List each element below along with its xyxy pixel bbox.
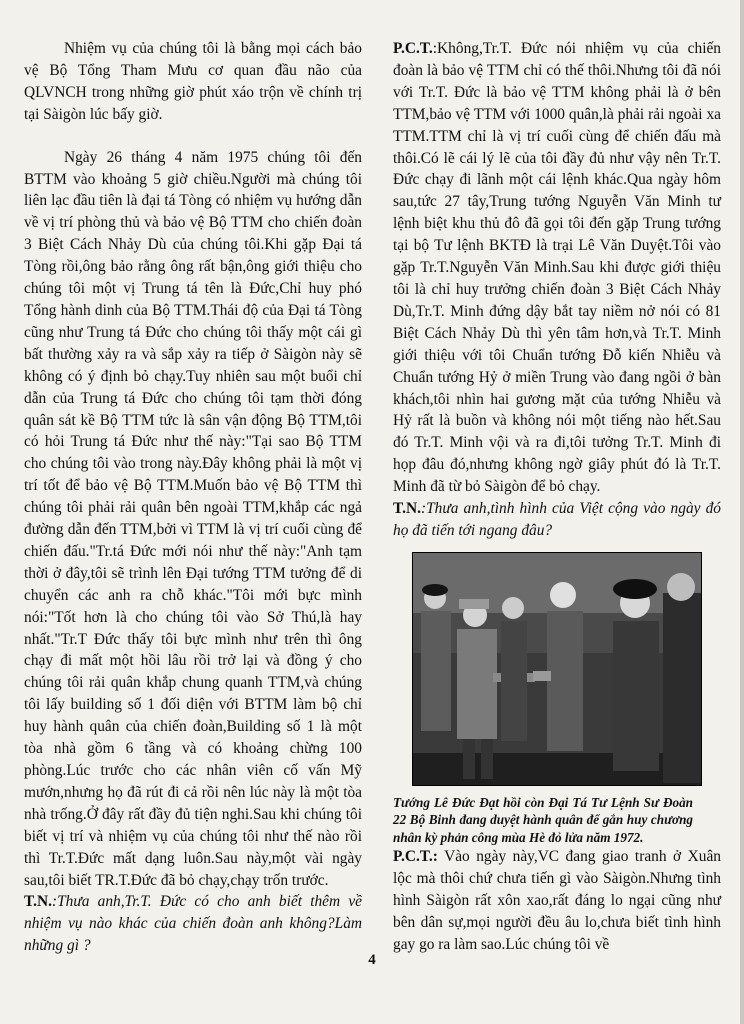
question-text: :Thưa anh,tình hình của Việt cộng vào ngày đó họ đã tiến tới ngang đâu? [393,500,721,539]
question-tn-1 [24,891,362,957]
historical-photo [412,552,702,786]
question-label: T.N. [24,893,52,911]
right-column [393,38,721,956]
answer-text: :Không,Tr.T. Đức nói nhiệm vụ của chiến đoàn là bảo vệ TTM chỉ có thế thôi.Nhưng tôi đã nói với Tr.T. Đức là bảo vệ TTM không phải là ở bên TTM,bảo vệ TTM với 1000 quân,là phải rải ngoài xa TTM.TTM chỉ là vị trí cuối cùng để chiến đấu mà thôi.Có lẽ cái lý lẽ của tôi đầy đủ như vậy nên Tr.T. Đức chạy đi lãnh một cái lệnh khác.Qua ngày hôm sau,tức 27 tây,Trung tướng Nguyễn Văn Minh tư lệnh biệt khu thủ đô đã gọi tôi đến gặp Trung tướng tại bộ Tư lệnh BKTĐ là trại Lê Văn Duyệt.Tôi vào gặp Tr.T.Nguyễn Văn Minh.Sau khi được giới thiệu tôi là chỉ huy trưởng chiến đoàn 3 Biệt Cách Nhảy Dù,Tr.T. Minh đứng dậy bắt tay niềm nở nói có 81 Biệt Cách Nhảy Dù thì yên tâm hơn,và Tr.T. Minh giới thiệu với tôi Chuẩn tướng Đỗ kiến Nhiễu và Chuẩn tướng Hỷ ở miền Trung vào đang ngồi ở bàn khách,tôi nhìn hai gương mặt của tướng Nhiễu và Hỷ rất là buồn và không nói một tiếng nào hết.Sau đó Tr.T. Minh vội và ra đi,tôi tưởng Tr.T. Minh đi họp đâu đó,nhưng không ngờ giây phút đó là Tr.T. Minh đã từ bỏ Sàigòn để bỏ chạy. [393,40,721,496]
photo-illustration [413,553,701,785]
answer-label: P.C.T. [393,40,433,57]
answer-pct-2 [393,846,721,956]
page-number: 4 [368,952,376,968]
question-tn-2 [393,498,721,542]
paragraph-mission: Nhiệm vụ của chúng tôi là bằng mọi cách bảo vệ Bộ Tổng Tham Mưu cơ quan đầu não của QLVNCH trong những giờ phút xáo trộn về chính trị tại Sàigòn lúc bấy giờ. [24,40,362,123]
photo-caption: Tướng Lê Đức Đạt hồi còn Đại Tá Tư Lệnh Sư Đoàn 22 Bộ Binh đang duyệt hành quân để gắn huy chương nhân kỳ phản công mùa Hè đỏ lửa năm 1972. [393,794,693,845]
left-column [24,38,362,957]
question-text: :Thưa anh,Tr.T. Đức có cho anh biết thêm về nhiệm vụ nào khác của chiến đoàn anh không?Làm những gì ? [24,893,362,955]
question-label: T.N. [393,500,421,518]
answer-text: Vào ngày này,VC đang giao tranh ở Xuân lộc mà thôi chứ chưa tiến gì vào Sàigòn.Nhưng tình hình Sàigòn rất xôn xao,rất đáng lo ngại cũng như bên dân sự,mọi người đều âu lo,chưa biết tình hình gay go ra làm sao.Lúc chúng tôi về [393,848,721,953]
answer-pct-1 [393,38,721,498]
paragraph-april-26: Ngày 26 tháng 4 năm 1975 chúng tôi đến BTTM vào khoảng 5 giờ chiều.Người mà chúng tôi liên lạc đầu tiên là đại tá Tòng có nhiệm vụ hướng dẫn về vị trí phòng thủ và bảo vệ Bộ TTM cho chiến đoàn 3 Biệt Cách Nhảy Dù của chúng tôi.Khi gặp Đại tá Tòng rồi,ông bảo rằng ông rất bận,ông giới thiệu cho chúng tôi một vị Trung tá tên là Đức,Chỉ huy phó Tổng hành dinh của Bộ TTM.Thái độ của Đại tá Tòng cũng như Trung tá Đức cho chúng tôi thấy một cái gì bất thường xảy ra và sắp xảy ra tiếp ở Sàigòn này sẽ không có ý định bỏ chạy.Tuy nhiên sau một buổi chỉ dẫn của Trung tá Đức cho chúng tôi tạm thời đóng quân sát kề Bộ TTM tức là sân vận động Bộ TTM,tôi có hỏi Trung tá Đức như thế này:"Tại sao Bộ TTM cho chúng tôi vào trong này.Đây không phải là một vị trí tốt để bảo vệ Bộ TTM.Muốn bảo vệ Bộ TTM thì chúng tôi phải rải quân bên ngoài TTM,khắp các ngả đường dẫn đến TTM,bởi vì TTM là vị trí cuối cùng để chiến đấu."Tr.tá Đức mới nói như thế này:"Anh tạm thời ở đây,tôi sẽ trình lên Đại tướng TTM tưởng để di chuyển các anh ra chỗ khác."Tôi mới bực mình nói:"Tốt hơn là cho chúng tôi vào Sở Thú,là hay nhất."Tr.T Đức thấy tôi bực mình như trên thì ông chạy đi mất một hồi lâu rồi trở lại và đồng ý cho chúng tôi rải quân khắp chung quanh TTM,và chúng tôi lấy building số 1 đối diện với BTTM làm bộ chỉ huy hành quân của chiến đoàn,Building số 1 là một tòa nhà gồm 6 tầng và có khoảng chừng 100 phòng.Lúc trước cho các nhân viên cố vấn Mỹ mướn,nhưng họ đã rút đi cả rồi nên lúc này là một tòa nhà trống.Ở đây rất đầy đủ tiện nghi.Sau khi chúng tôi biết vị trí và nhiệm vụ của chúng tôi như thế nào rồi thì Tr.T.Đức mất dạng luôn.Sau này,một vài ngày sau,tôi biết TR.T.Đức đã bỏ chạy,chạy trốn trước. [24,148,362,889]
page-edge [740,0,744,1024]
answer-label: P.C.T.: [393,848,438,866]
